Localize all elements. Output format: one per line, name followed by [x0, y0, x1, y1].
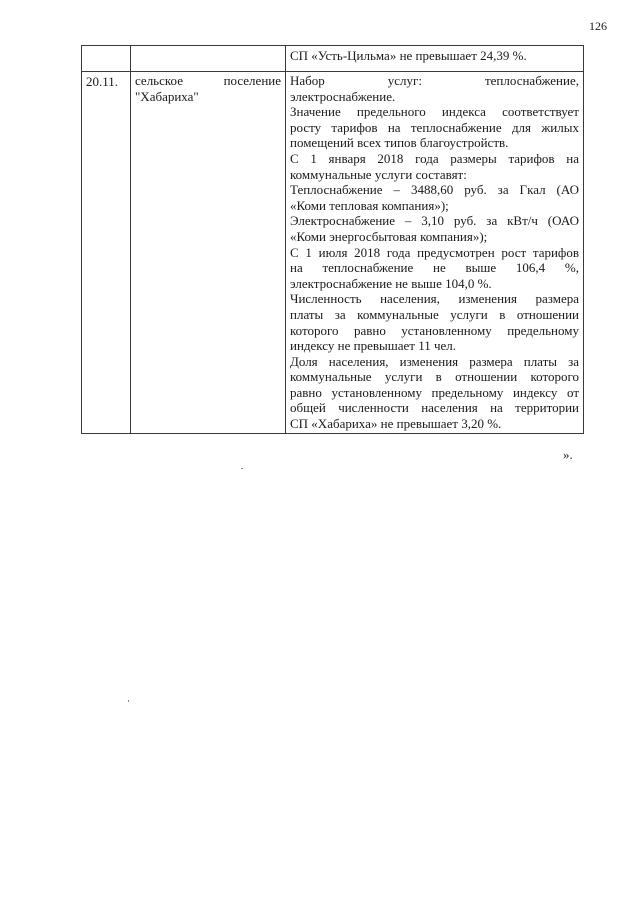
description-cell [286, 46, 584, 72]
table-row-khabarikha [82, 72, 584, 434]
description-line: Набор услуг: теплоснабжение, [290, 73, 579, 88]
scan-speck [241, 468, 243, 469]
description-line: СП «Хабариха» не превышает 3,20 %. [290, 416, 502, 432]
description-line: «Коми энергосбытовая компания»); [290, 228, 488, 244]
closing-quote: ». [563, 447, 573, 462]
description-cell [286, 72, 584, 434]
description-line: на теплоснабжение не выше 106,4 %, [290, 260, 579, 276]
settlement-name-line: сельское поселение [135, 73, 281, 88]
description-line: электроснабжение. [290, 88, 396, 104]
description-line: Теплоснабжение – 3488,60 руб. за Гкал (АО [290, 182, 579, 198]
tariff-table [81, 45, 584, 434]
description-line: коммунальные услуги составят: [290, 166, 467, 182]
description-line: Доля населения, изменения размера платы за [290, 353, 579, 369]
description-line: электроснабжение не выше 104,0 %. [290, 275, 492, 291]
description-line: С 1 июля 2018 года предусмотрен рост тарифов [290, 244, 579, 260]
description-line: платы за коммунальные услуги в отношении [290, 306, 579, 322]
settlement-name-cell [131, 72, 286, 434]
description-line: Значение предельного индекса соответствует [290, 104, 579, 120]
page-number: 126 [589, 19, 607, 33]
description-line: СП «Усть-Цильма» не превышает 24,39 %. [290, 48, 527, 63]
settlement-name-cell [131, 46, 286, 72]
description-line: общей численности населения на территории [290, 400, 579, 416]
row-number-cell [82, 46, 131, 72]
description-line: «Коми тепловая компания»); [290, 197, 449, 213]
scan-speck [128, 700, 129, 702]
settlement-name-line: "Хабариха" [135, 88, 199, 104]
description-line: коммунальные услуги в отношении которого [290, 369, 579, 385]
row-number-cell: 20.11. [82, 72, 131, 434]
description-line: индексу не превышает 11 чел. [290, 338, 457, 354]
description-line: С 1 января 2018 года размеры тарифов на [290, 150, 579, 166]
description-line: росту тарифов на теплоснабжение для жилых [290, 119, 579, 135]
description-line: равно установленному предельному индексу от [290, 384, 579, 400]
description-line: Численность населения, изменения размера [290, 291, 579, 307]
description-line: помещений всех типов благоустройств. [290, 135, 509, 151]
description-line: которого равно установленному предельному [290, 322, 579, 338]
table-row-continuation [82, 46, 584, 72]
description-line: Электроснабжение – 3,10 руб. за кВт/ч (ОАО [290, 213, 579, 229]
